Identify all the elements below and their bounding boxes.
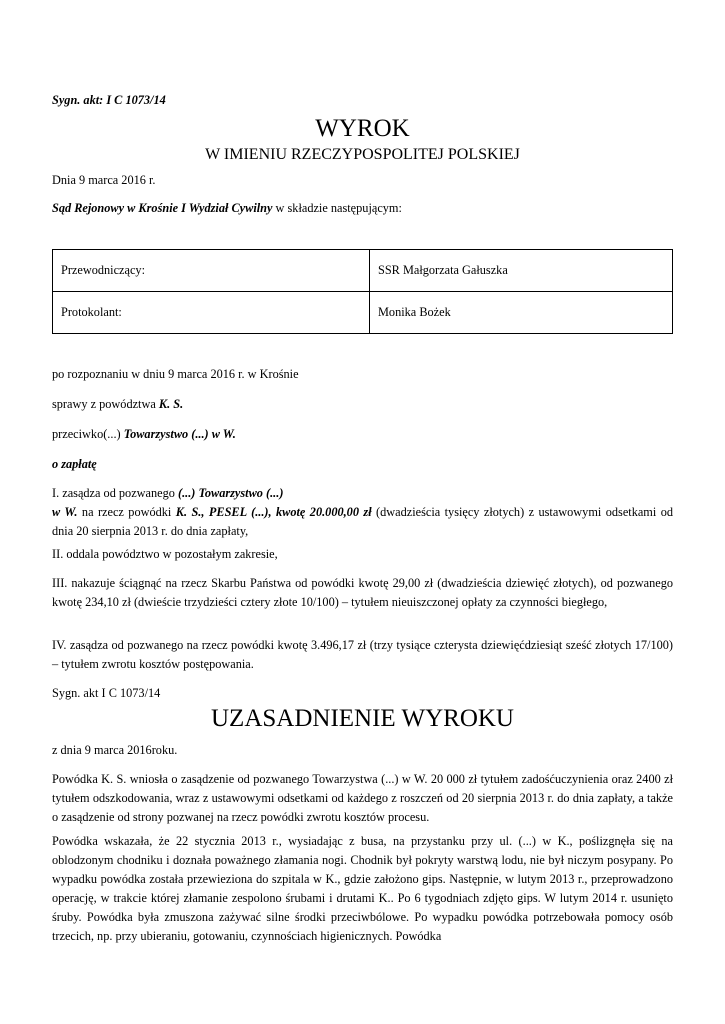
role-cell: Przewodniczący: <box>53 250 370 292</box>
justification-title: UZASADNIENIE WYROKU <box>211 705 514 732</box>
verdict-point-4: IV. zasądza od pozwanego na rzecz powódki kwotę 3.496,17 zł (trzy tysiące czterysta dziewięćdziesiąt sześć złotych 17/100) – tytułem zwrotu kosztów postępowania. <box>52 638 673 671</box>
proceedings-date: po rozpoznaniu w dniu 9 marca 2016 r. w Krośnie <box>52 367 299 381</box>
name-cell: Monika Bożek <box>370 292 673 334</box>
plaintiff-prefix: sprawy z powództwa <box>52 397 159 411</box>
verdict-1-text-d: na rzecz powódki <box>77 505 176 519</box>
verdict-1-text-a: I. zasądza od pozwanego <box>52 486 178 500</box>
table-row <box>53 250 673 292</box>
court-name: Sąd Rejonowy w Krośnie I Wydział Cywilny <box>52 201 273 215</box>
verdict-1-amount: K. S., PESEL (...), kwotę 20.000,00 zł <box>175 505 372 519</box>
table-row <box>53 292 673 334</box>
verdict-point-3: III. nakazuje ściągnąć na rzecz Skarbu Państwa od powódki kwotę 29,00 zł (dwadzieścia dziewięć złotych), od pozwanego kwotę 234,10 zł (dwieście trzydzieści cztery złote 10/100) – tytułem nieuiszczonej opłaty za czynności biegłego, <box>52 576 673 609</box>
defendant-prefix: przeciwko(...) <box>52 427 124 441</box>
justification-date: z dnia 9 marca 2016roku. <box>52 743 178 757</box>
justification-paragraph-1: Powódka K. S. wniosła o zasądzenie od pozwanego Towarzystwa (...) w W. 20 000 zł tytułem zadośćuczynienia oraz 2400 zł tytułem odszkodowania, wraz z ustawowymi odsetkami od każdego z roszczeń od 20 sierpnia 2013 r. do dnia zapłaty, a także o zasądzenie od strony pozwanej na rzecz powódki zwrotu kosztów procesu. <box>52 772 673 824</box>
verdict-point-2: II. oddala powództwo w pozostałym zakresie, <box>52 547 278 561</box>
verdict-1-defendant-city: w W. <box>52 505 78 519</box>
verdict-1-defendant: (...) Towarzystwo (...) <box>177 486 284 500</box>
justification-paragraph-2: Powódka wskazała, że 22 stycznia 2013 r., wysiadając z busa, na przystanku przy ul. (...) w K., poślizgnęła się na oblodzonym chodniku i doznała poważnego złamania nogi. Chodnik był pokryty warstwą lodu, nie był niczym posypany. Po wypadku powódka została przewieziona do szpitala w K., gdzie założono gips. Następnie, w lutym 2013 r., przeprowadzono operację, w trakcie której złamanie zespolono śrubami i drutami K.. Po 6 tygodniach zdjęto gips. W lutym 2014 r. usunięto śruby. Powódka była zmuszona zażywać silne środki przeciwbólowe. Po wypadku powódka potrzebowała pomocy osób trzecich, np. przy ubieraniu, gotowaniu, czynnościach higienicznych. Powódka <box>52 834 673 943</box>
defendant-line <box>52 425 673 444</box>
case-signature: Sygn. akt: I C 1073/14 <box>52 93 166 107</box>
document-subtitle: W IMIENIU RZECZYPOSPOLITEJ POLSKIEJ <box>205 146 520 163</box>
verdict-1-text-f: (dwadzieścia tysięcy złotych) z ustawowymi odsetkami od dnia 20 sierpnia 2013 r. do dnia zapłaty, <box>52 505 673 538</box>
case-subject: o zapłatę <box>52 457 97 471</box>
role-cell: Protokolant: <box>53 292 370 334</box>
court-suffix: w składzie następującym: <box>272 201 402 215</box>
ruling-date: Dnia 9 marca 2016 r. <box>52 173 156 187</box>
defendant-name: Towarzystwo (...) w W. <box>123 427 236 441</box>
court-line <box>52 199 673 218</box>
court-composition-table <box>52 249 673 334</box>
plaintiff-name: K. S. <box>158 397 184 411</box>
plaintiff-line <box>52 395 673 414</box>
name-cell: SSR Małgorzata Gałuszka <box>370 250 673 292</box>
verdict-point-1 <box>52 484 673 541</box>
document-title: WYROK <box>315 115 410 142</box>
justification-signature: Sygn. akt I C 1073/14 <box>52 686 161 700</box>
